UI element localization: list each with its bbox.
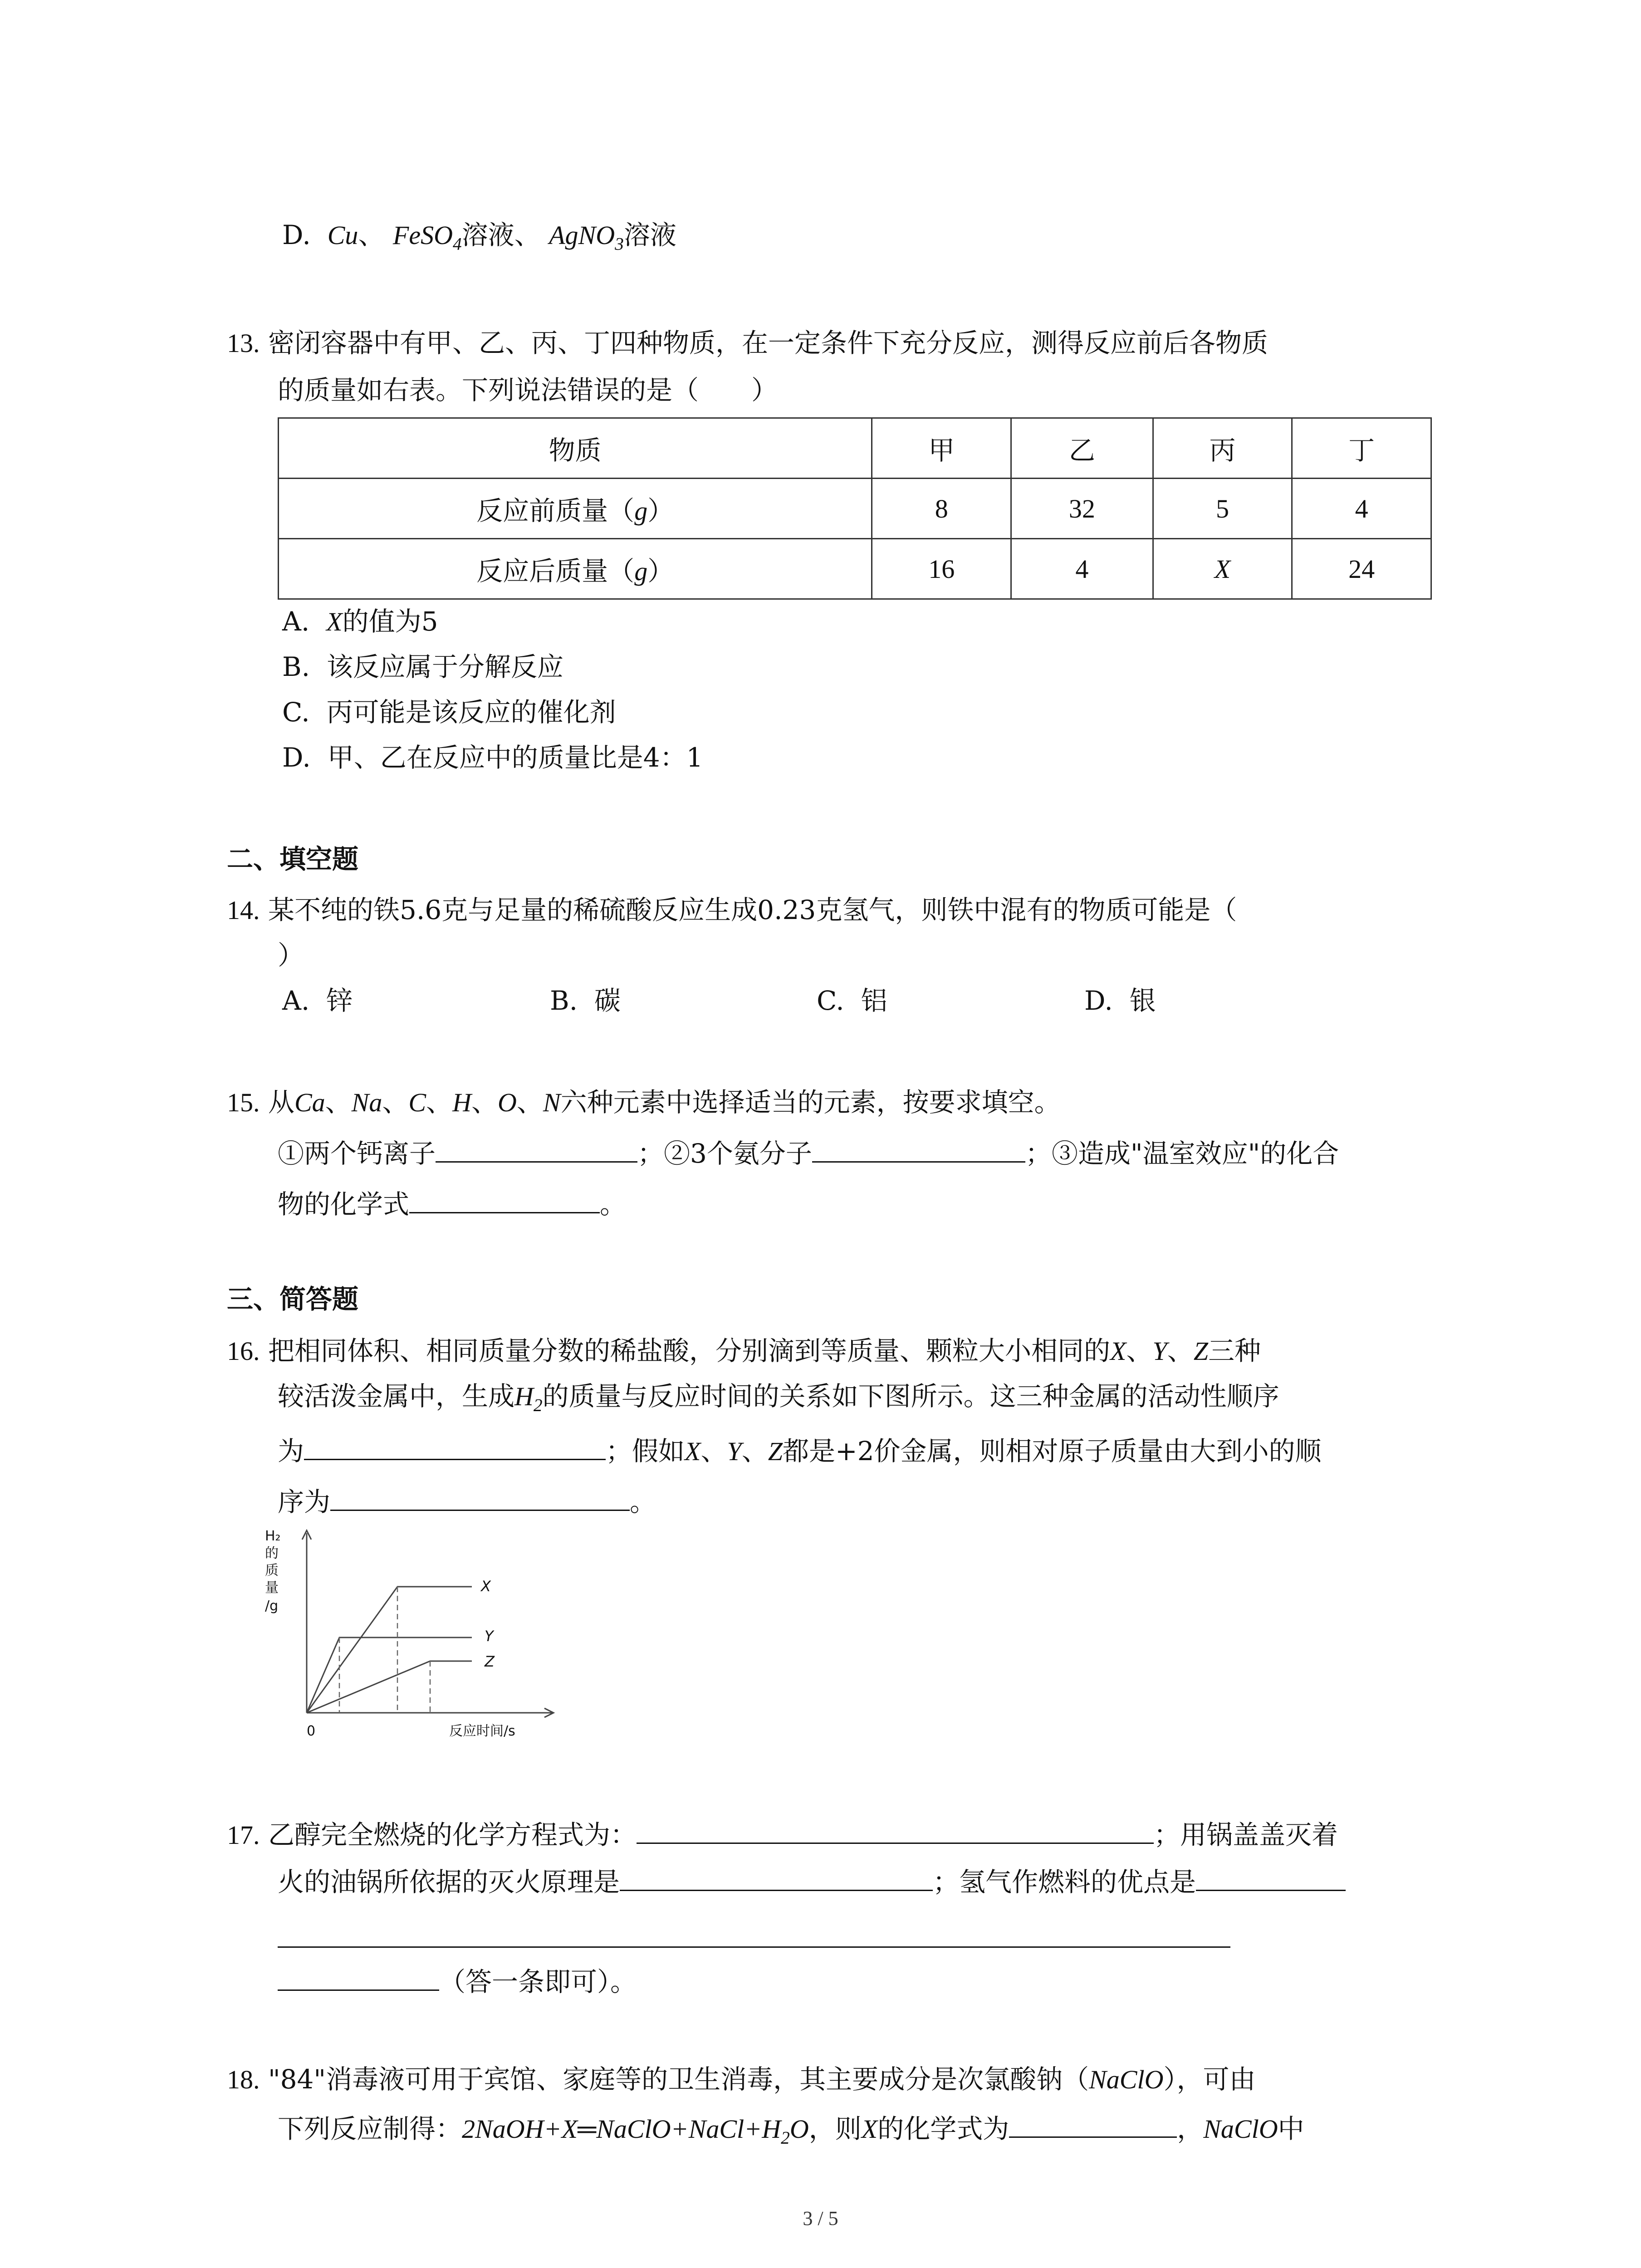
answer-blank[interactable]	[812, 1138, 1025, 1163]
q14-option-a: A. 锌	[282, 985, 353, 1016]
q14-option-b: B. 碳	[550, 985, 621, 1016]
series-label-x: X	[481, 1578, 491, 1595]
table-row	[279, 479, 1431, 539]
chart-y-label: 量	[265, 1580, 279, 1596]
table-header-cell: 甲	[872, 418, 1011, 479]
q14-line1: 14. 某不纯的铁5.6克与足量的稀硫酸反应生成0.23克氢气，则铁中混有的物质可能是（	[227, 894, 1237, 925]
q13-option-d: D. 甲、乙在反应中的质量比是4：1	[282, 742, 703, 773]
answer-blank[interactable]	[1009, 2113, 1177, 2138]
page-number: 3 / 5	[803, 2207, 838, 2229]
table-cell: 16	[872, 539, 1011, 599]
answer-blank[interactable]	[409, 1188, 600, 1213]
answer-blank[interactable]	[278, 1966, 439, 1991]
q16-line4: 序为 。	[278, 1486, 656, 1518]
table-cell: 4	[1292, 479, 1431, 539]
q12-option-d: D. Cu、 FeSO$_4$溶液、 AgNO$_3$溶液	[282, 220, 676, 254]
q13-line2: 的质量如右表。下列说法错误的是（ ）	[278, 375, 778, 406]
table-header-cell: 物质	[279, 418, 872, 479]
answer-blank[interactable]	[278, 1946, 1230, 1948]
q13-line1: 13. 密闭容器中有甲、乙、丙、丁四种物质，在一定条件下充分反应，测得反应前后各物质	[227, 327, 1268, 358]
q16-line2: 较活泼金属中，生成$H_2$的质量与反应时间的关系如下图所示。这三种金属的活动性顺序	[278, 1381, 1279, 1415]
series-label-z: Z	[485, 1653, 495, 1670]
series-line-z	[307, 1661, 472, 1713]
q13-option-a: A. X的值为5	[282, 606, 438, 637]
series-label-y: Y	[485, 1628, 494, 1645]
table-cell: 24	[1292, 539, 1431, 599]
q18-line1: 18. "84"消毒液可用于宾馆、家庭等的卫生消毒，其主要成分是次氯酸钠（NaClO），可由	[227, 2064, 1256, 2095]
series-line-x	[307, 1587, 472, 1713]
answer-blank[interactable]	[1196, 1866, 1346, 1891]
table-row	[279, 539, 1431, 599]
q18-line2: 下列反应制得：$2NaOH+X═NaClO+NaCl+H_2O$，则X的化学式为 ，NaClO中	[278, 2113, 1304, 2148]
section-title-short-answer: 三、简答题	[227, 1284, 359, 1315]
q17-line1: 17. 乙醇完全燃烧的化学方程式为： ；用锅盖盖灭着	[227, 1819, 1338, 1851]
table-row-label: 反应后质量（g）	[279, 539, 872, 599]
q16-line1: 16. 把相同体积、相同质量分数的稀盐酸，分别滴到等质量、颗粒大小相同的X、Y、Z三种	[227, 1335, 1261, 1366]
chart-y-label: /g	[265, 1598, 279, 1614]
q15-line2: ①两个钙离子 ；②3个氨分子 ；③造成"温室效应"的化合	[278, 1138, 1339, 1169]
q13-option-b: B. 该反应属于分解反应	[282, 651, 563, 682]
chart-y-label: 的	[265, 1545, 279, 1561]
table-cell: 32	[1011, 479, 1153, 539]
table-cell: X	[1153, 539, 1292, 599]
table-header-cell: 乙	[1011, 418, 1153, 479]
series-line-y	[307, 1637, 472, 1713]
q13-option-c: C. 丙可能是该反应的催化剂	[282, 697, 616, 728]
chart-y-label: 质	[265, 1563, 279, 1579]
section-title-fill-in: 二、填空题	[227, 844, 359, 875]
q15-line1: 15. 从Ca、Na、C、H、O、N六种元素中选择适当的元素，按要求填空。	[227, 1087, 1061, 1118]
chemical-equation: $2NaOH+X═NaClO+NaCl+H_2O$	[462, 2114, 809, 2148]
table-header-cell: 丙	[1153, 418, 1292, 479]
q17-line4: （答一条即可）。	[278, 1966, 637, 1998]
q16-line3: 为 ；假如X、Y、Z都是+2价金属，则相对原子质量由大到小的顺	[278, 1436, 1322, 1467]
q14-line2: ）	[278, 940, 304, 971]
table-row	[279, 418, 1431, 479]
table-header-cell: 丁	[1292, 418, 1431, 479]
table-cell: 5	[1153, 479, 1292, 539]
q15-line3: 物的化学式 。	[278, 1189, 627, 1220]
q13-table	[278, 417, 1432, 600]
chart-origin-label: 0	[307, 1723, 316, 1739]
answer-blank[interactable]	[620, 1866, 933, 1891]
answer-blank[interactable]	[330, 1486, 630, 1511]
answer-blank[interactable]	[637, 1819, 1154, 1844]
q14-option-d: D. 银	[1084, 985, 1156, 1016]
table-row-label: 反应前质量（g）	[279, 479, 872, 539]
h2-mass-chart	[254, 1524, 590, 1760]
table-cell: 8	[872, 479, 1011, 539]
chart-y-label: H₂	[265, 1528, 281, 1544]
chart-x-label: 反应时间/s	[449, 1723, 515, 1739]
answer-blank[interactable]	[436, 1138, 637, 1163]
answer-blank[interactable]	[304, 1435, 606, 1460]
q14-option-c: C. 铝	[817, 985, 887, 1016]
q17-line2: 火的油锅所依据的灭火原理是 ；氢气作燃料的优点是	[278, 1866, 1346, 1898]
table-cell: 4	[1011, 539, 1153, 599]
